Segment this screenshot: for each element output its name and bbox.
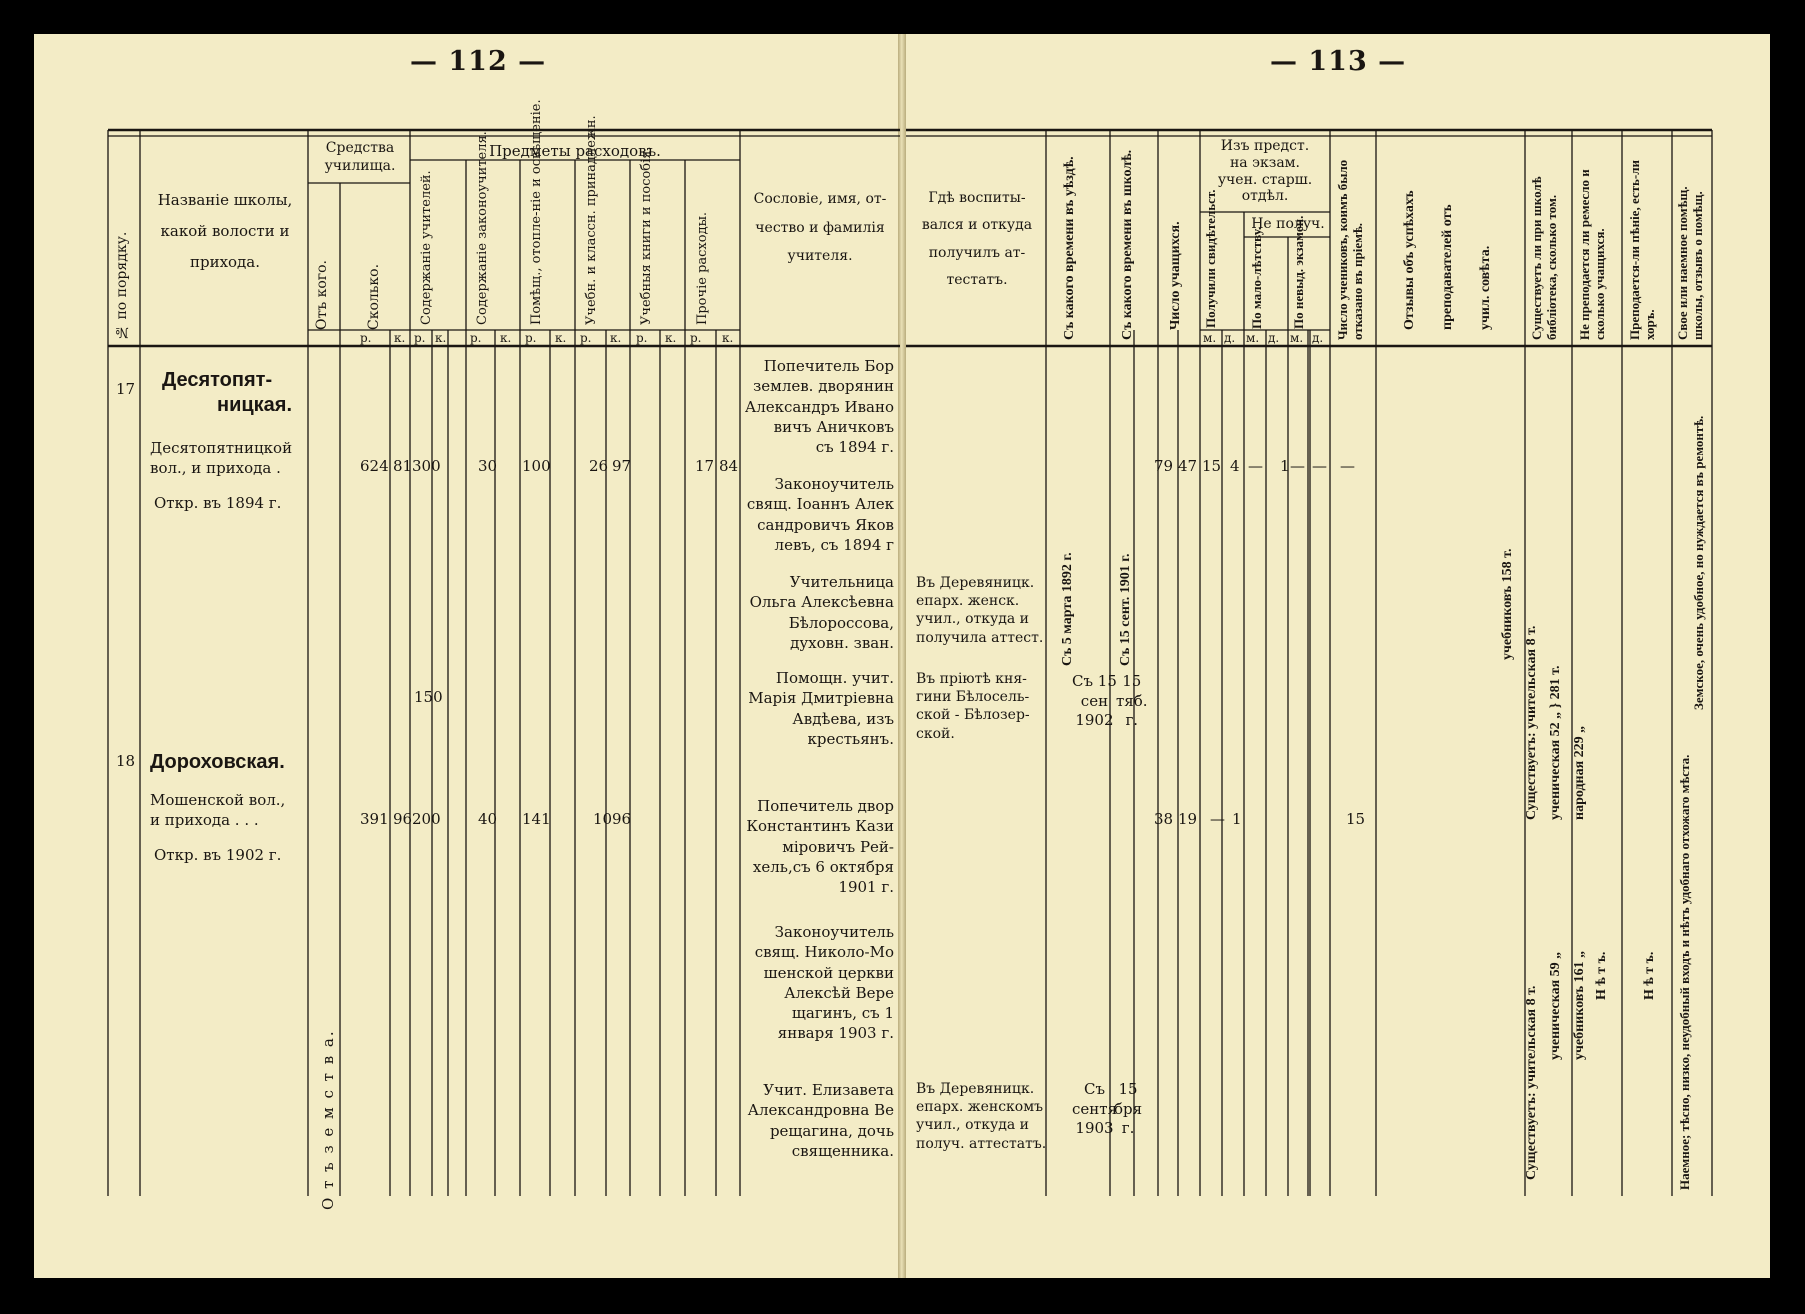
unit-d: д. [1268,331,1280,345]
row-18-supplies: 10 [593,810,613,828]
row-17-students-m: 79 [1154,457,1174,475]
row-17-number: 17 [116,380,136,398]
row-18-amount-rub: 391 [360,810,389,828]
row-17-library-4: учебниковъ 158 т. [1500,548,1515,660]
unit-rub: р. [360,331,372,345]
row-17-law: 30 [478,457,498,475]
header-supplies: Учебн. и классн. принадлежн. [584,115,599,325]
header-since-school: Съ какого времени въ школѣ. [1120,149,1135,340]
row-18-premises: Наемное; тѣсно, низко, неудобный входъ и нѣтъ удобнаго отхожаго мѣста. [1677,754,1692,1190]
row-18-law-teacher: Законоучитель свящ. Николо-Мо шенской церкви Алексѣй Вере щагинъ, съ 1 января 1903 г. [754,923,894,1043]
row-18-name: Дороховская. [150,751,285,773]
header-other: Прочіе расходы. [695,211,710,325]
unit-d: д. [1312,331,1324,345]
header-singing: Преподается-ли пѣніе, есть-ли хоръ. [1627,159,1657,340]
unit-m: м. [1246,331,1260,345]
header-reviews2: преподавателей отъ [1440,204,1455,330]
header-teacher-name: Сословіе, имя, от- чество и фамилія учителя. [753,191,887,265]
header-law-upkeep: Содержаніе законоучителя. [475,131,490,325]
unit-rub: р. [690,331,702,345]
row-18-since-school: 15 бря г. [1114,1080,1143,1137]
row-17-other-rub: 17 [695,457,715,475]
row-18-library-1: Существуетъ: учительская 8 т. [1524,985,1539,1180]
row-17-assistant-salary: 150 [414,688,443,706]
row-18-number: 18 [116,752,136,770]
row-17-cert-m: 15 [1202,457,1222,475]
header-reviews: Отзывы объ успѣхахъ [1402,190,1417,330]
unit-m: м. [1290,331,1304,345]
header-underage: По мало-лѣтству. [1249,226,1264,329]
header-received-cert: Получили свидѣтельст. [1203,189,1218,328]
row-17-assistant-edu: Въ пріютѣ кня- гини Бѣлосель- ской - Бѣлозер- ской. [916,671,1030,742]
row-18-cert-m: — [1210,810,1225,828]
header-library: Существуетъ ли при школѣ библіотека, сколько том. [1529,176,1559,340]
row-18-students-m: 38 [1154,810,1174,828]
row-17-premises: 100 [522,457,551,475]
row-17-library-3: народная 229 „ [1572,725,1587,820]
unit-kop: к. [610,331,622,345]
row-17-supplies-kop: 97 [612,457,632,475]
row-18-teacher-edu: Въ Деревяницк. епарх. женскомъ учил., откуда и получ. аттестатъ. [916,1081,1047,1152]
unit-kop: к. [435,331,447,345]
header-from-whom: Отъ кого. [314,260,330,330]
page-number-right: — 113 — [1270,46,1407,77]
row-18-students-d: 19 [1178,810,1198,828]
row-17-cert-d: 4 [1230,457,1240,475]
unit-kop: к. [500,331,512,345]
row-17-assistant: Помощн. учит. Марія Дмитріевна Авдѣева, изъ крестьянъ. [748,669,894,748]
header-refused: Число учениковъ, коимъ было отказано въ пріемѣ. [1335,159,1365,340]
row-17-other-kop: 84 [719,457,739,475]
header-expenses: Предметы расходовъ. [489,142,661,160]
header-not-received: Не получ. [1251,216,1325,232]
row-18-refused: 15 [1346,810,1366,828]
unit-kop: к. [722,331,734,345]
unit-kop: к. [394,331,406,345]
unit-rub: р. [414,331,426,345]
row-17-name: Десятопят- ницкая. [162,369,293,416]
header-books: Учебныя книги и пособія. [639,146,654,325]
unit-d: д. [1224,331,1236,345]
row-18-supplies-kop: 96 [612,810,632,828]
row-17-teacher-edu: Въ Деревяницк. епарх. женск. учил., откуда и получила аттест. [916,575,1044,646]
header-students: Число учащихся. [1168,221,1183,330]
header-how-much: Сколько. [366,263,382,330]
row-18-library-2: ученическая 59 „ [1548,951,1563,1060]
page-number-left: — 112 — [410,46,547,77]
row-17-amount-kop: 81 [393,457,413,475]
row-18-cert-d: 1 [1232,810,1242,828]
header-school: Названіе школы, какой волости и прихода. [157,191,293,271]
row-18-law: 40 [478,810,498,828]
row-18-crafts: Н ѣ т ъ. [1594,951,1609,1000]
row-18-premises: 141 [522,810,551,828]
unit-rub: р. [636,331,648,345]
header-premises: Помѣщ., отопле-ніе и освѣщеніе. [529,99,544,325]
row-17-teachers: 300 [412,457,441,475]
header-failed: По невыд. экзамен. [1291,215,1306,329]
header-means: Средства училища. [324,140,396,174]
row-17-teacher: Учительница Ольга Алексѣевна Бѣлороссова, духовн. зван. [749,573,894,652]
row-17-library-1: Существуетъ: учительская 8 т. [1524,625,1539,820]
row-17-library-2: ученическая 52 „ } 281 т. [1548,665,1563,820]
row-17-assistant-since-school: 15 тяб. г. [1116,672,1148,729]
row-18-teachers: 200 [412,810,441,828]
row-18-trustee: Попечитель двор Константинъ Кази міровичъ Рей- хель,съ 6 октября 1901 г. [746,797,894,896]
unit-kop: к. [665,331,677,345]
row-17-amount-rub: 624 [360,457,389,475]
row-18-amount-kop: 96 [393,810,413,828]
row-17-underage-d: 1 [1280,457,1290,475]
from-zemstvo: О т ъ з е м с т в а. [319,1029,337,1210]
row-17-assistant-since-district: Съ 15 сен 1902 [1072,672,1117,729]
unit-rub: р. [525,331,537,345]
row-17-since-district: Съ 5 марта 1892 г. [1060,552,1075,666]
row-17-trustee: Попечитель Бор землев. дворянин Александръ Ивано вичъ Аничковъ съ 1894 г. [744,357,894,456]
header-premises-own: Свое или наемное помѣщ. школы, отзывъ о помѣщ. [1675,186,1705,340]
unit-kop: к. [555,331,567,345]
row-18-since-district: Съ сентя 1903 [1072,1080,1118,1137]
row-17-since-school: Съ 15 сент. 1901 г. [1118,553,1133,666]
unit-rub: р. [470,331,482,345]
row-17-supplies: 26 [589,457,609,475]
header-no: № по порядку. [114,231,130,340]
row-18-singing: Н ѣ т ъ. [1642,951,1657,1000]
header-teachers-upkeep: Содержаніе учителей. [419,170,434,325]
row-17-failed-d: — [1312,457,1327,475]
row-17-underage-m: — [1248,457,1263,475]
row-18-library-3: учебниковъ 161 „ [1572,950,1587,1060]
unit-rub: р. [580,331,592,345]
row-17-opened: Откр. въ 1894 г. [154,494,282,512]
header-crafts: Не преподается ли ремесло и сколько учащихся. [1577,169,1607,340]
row-17-premises: Земское, очень удобное, но нуждается въ ремонтѣ. [1691,415,1706,710]
row-18-teacher: Учит. Елизавета Александровна Ве рещагина, дочь священника. [747,1081,894,1160]
header-where-educated: Гдѣ воспиты- вался и откуда получилъ ат- тестатъ. [921,190,1033,288]
row-17-refused: — [1340,457,1355,475]
row-18-parish: Мошенской вол., и прихода . . . [150,791,286,830]
row-17-law-teacher: Законоучитель свящ. Іоаннъ Алек сандровичъ Яков левъ, съ 1894 г [746,475,894,554]
row-17-failed-m: — [1290,457,1305,475]
row-17-parish: Десятопятницкой вол., и прихода . [150,439,293,478]
header-since-district: Съ какого времени въ уѣздѣ. [1062,156,1077,340]
header-council: учил. совѣта. [1478,245,1493,330]
unit-m: м. [1203,331,1217,345]
row-18-opened: Откр. въ 1902 г. [154,846,282,864]
row-17-students-d: 47 [1178,457,1198,475]
header-exam-group: Изъ предст. на экзам. учен. старш. отдѣл. [1217,138,1313,205]
